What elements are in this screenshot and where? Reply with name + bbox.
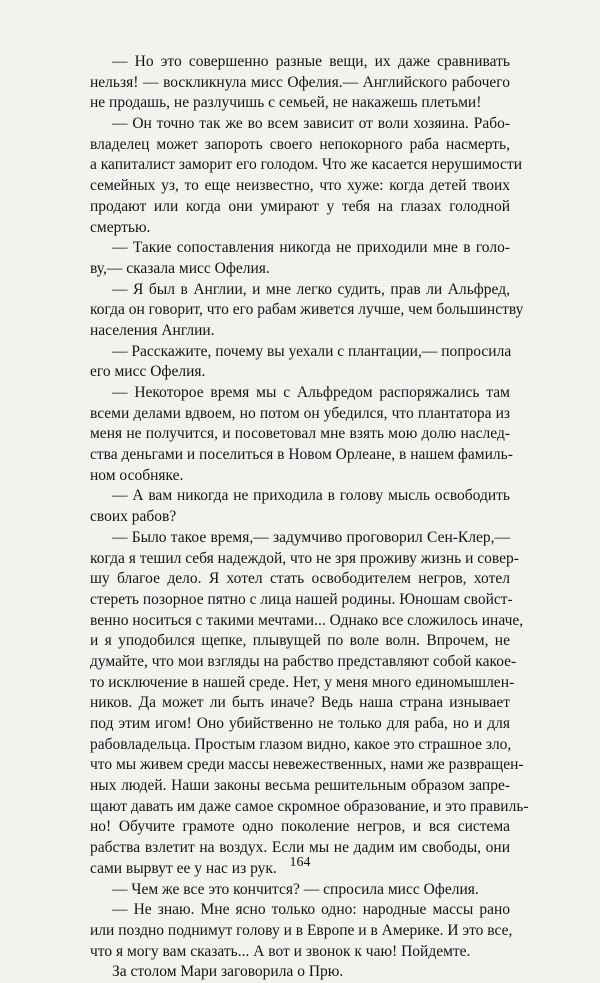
text-line: населения Англии. (90, 321, 215, 339)
text-line: — Не знаю. Мне ясно только одно: народные массы рано (112, 901, 510, 919)
text-line: — Я был в Англии, и мне легко судить, прав ли Альфред, (112, 280, 510, 298)
text-line: что мы живем среди массы невежественных, нами же развращен- (90, 756, 524, 774)
text-line: то исключение в нашей среде. Нет, у меня много единомышлен- (90, 673, 515, 691)
text-line: смертью. (90, 218, 151, 236)
text-line: рабства взлетит на воздух. Если мы не дадим им свободы, они (90, 839, 510, 857)
text-line: когда он говорит, что его рабам живется лучше, чем большинству (90, 301, 524, 319)
text-line: — Он точно так же во всем зависит от воли хозяина. Рабо- (112, 115, 510, 133)
text-line: сами вырвут ее у нас из рук. (90, 859, 277, 877)
text-line: ву,— сказала мисс Офелия. (90, 259, 270, 277)
text-line: когда я тешил себя надеждой, что не зря проживу жизнь и совер- (90, 549, 519, 567)
text-line: его мисс Офелия. (90, 363, 206, 381)
text-line: под этим игом! Оно убийственно не только для раба, но и для (90, 715, 510, 732)
text-line: думайте, что мои взгляды на рабство представляют собой какое- (90, 652, 517, 670)
text-line: — Такие сопоставления никогда не приходили мне в голо- (112, 239, 510, 257)
text-line: ников. Да может ли быть иначе? Ведь наша страна изнывает (90, 694, 510, 712)
text-line: рабовладельца. Простым глазом видно, какое это страшное зло, (90, 735, 512, 753)
text-line: стереть позорное пятно с лица нашей родины. Юношам свойст- (90, 590, 513, 608)
text-line: — Расскажите, почему вы уехали с плантации,— попросила (112, 342, 512, 360)
text-line: — Но это совершенно разные вещи, их даже сравнивать (112, 53, 510, 70)
text-line: что я могу вам сказать... А вот и звонок к чаю! Пойдемте. (90, 942, 471, 960)
text-line: ном особняке. (90, 466, 184, 484)
text-line: ства деньгами и поселиться в Новом Орлеане, в нашем фамиль- (90, 446, 513, 464)
text-line: нельзя! — воскликнула мисс Офелия.— Английского рабочего (90, 73, 510, 91)
page-number: 164 (289, 855, 311, 870)
text-line: ных людей. Наши законы весьма решительным образом запре- (90, 777, 510, 795)
text-line: продают или когда они умирают у тебя на глазах голодной (90, 197, 510, 215)
body-text (90, 52, 529, 983)
text-line: шу благое дело. Я хотел стать освободителем негров, хотел (90, 570, 510, 588)
text-line: не продашь, не разлучишь с семьей, не накажешь плетьми! (90, 94, 482, 112)
text-line: владелец может запороть своего непокорного раба насмерть, (90, 135, 510, 153)
text-line: или поздно поднимут голову и в Европе и в Америке. И это все, (90, 921, 513, 939)
text-line: — А вам никогда не приходила в голову мысль освободить (112, 487, 510, 505)
text-line: — Некоторое время мы с Альфредом распоряжались там (112, 384, 510, 401)
text-line: но! Обучите грамоте одно поколение негров, и вся система (90, 818, 510, 836)
text-line: и я уподобился щепке, плывущей по воле волн. Впрочем, не (90, 632, 510, 650)
text-line: семейных уз, то еще неизвестно, что хуже: когда детей твоих (90, 177, 510, 195)
text-line: За столом Мари заговорила о Прю. (112, 963, 344, 981)
text-line: щают давать им даже самое скромное образование, и это правиль- (90, 797, 529, 815)
text-line: а капиталист заморит его голодом. Что же касается нерушимости (90, 156, 523, 174)
text-line: венно носиться с такими мечтами... Однако все сложилось иначе, (90, 611, 524, 629)
text-line: — Чем же все это кончится? — спросила мисс Офелия. (112, 880, 479, 898)
text-line: меня не получится, и посоветовал мне взять мою долю наслед- (90, 425, 510, 443)
text-line: всеми делами вдвоем, но потом он убедился, что плантатора из (90, 404, 510, 422)
text-line: своих рабов? (90, 508, 177, 526)
text-line: — Было такое время,— задумчиво проговорил Сен-Клер,— (112, 528, 510, 546)
